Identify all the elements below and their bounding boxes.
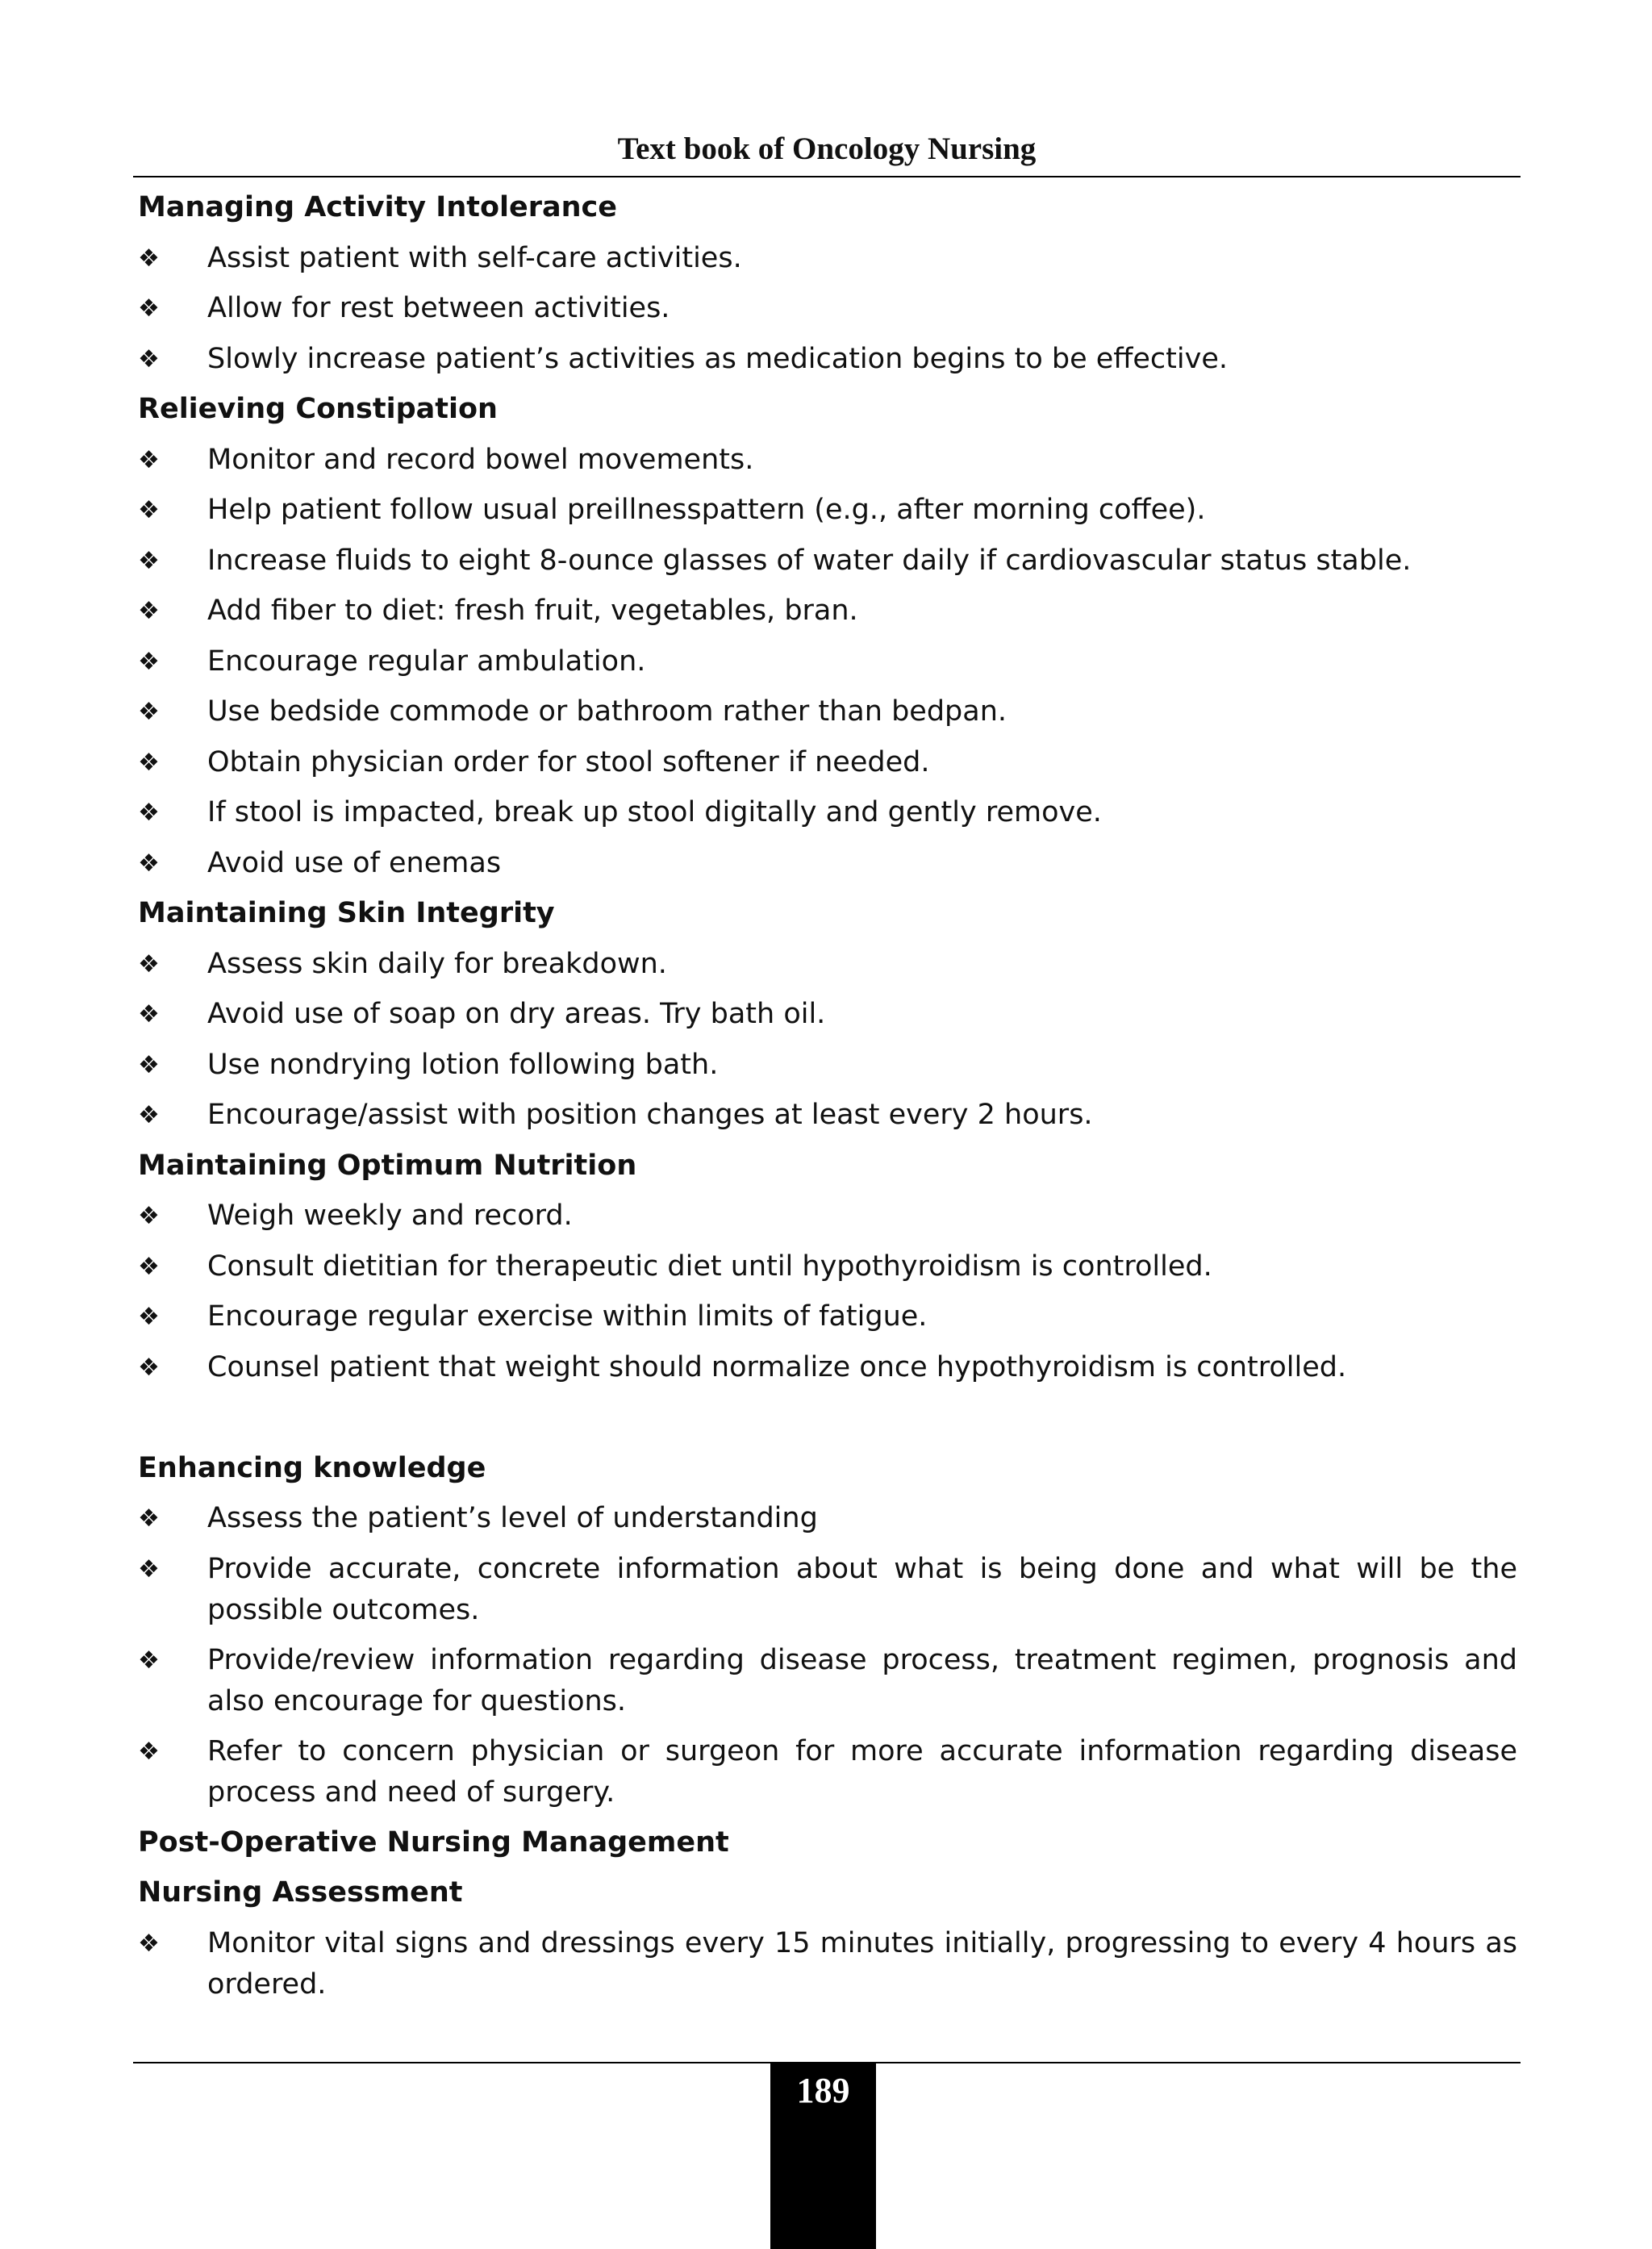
list-item-text: Assess the patient’s level of understanding (207, 1502, 818, 1534)
list-item (138, 334, 1517, 385)
diamond-bullet-icon: ❖ (138, 849, 160, 878)
diamond-bullet-icon: ❖ (138, 344, 160, 373)
list-item-text: Increase fluids to eight 8-ounce glasses of water daily if cardiovascular status stable. (207, 544, 1412, 577)
section-post-operative-management (138, 1817, 1517, 1868)
diamond-bullet-icon: ❖ (138, 1303, 160, 1331)
diamond-bullet-icon: ❖ (138, 1737, 160, 1766)
list-item-text: Encourage regular ambulation. (207, 645, 646, 678)
list-item (138, 1241, 1517, 1292)
diamond-bullet-icon: ❖ (138, 1353, 160, 1382)
diamond-bullet-icon: ❖ (138, 1050, 160, 1079)
list-item (138, 1342, 1517, 1393)
list-item-text: Help patient follow usual preillnesspattern (e.g., after morning coffee). (207, 494, 1206, 526)
list-item-text: Use bedside commode or bathroom rather than bedpan. (207, 695, 1007, 728)
diamond-bullet-icon: ❖ (138, 1504, 160, 1533)
list-item (138, 1191, 1517, 1241)
diamond-bullet-icon: ❖ (138, 294, 160, 323)
list-item-text: Provide/review information regarding disease process, treatment regimen, prognosis and also encourage for questions. (207, 1643, 1517, 1717)
section-heading: Managing Activity Intolerance (138, 191, 618, 223)
list-item-text: Assist patient with self-care activities. (207, 241, 742, 274)
list-item-text: Provide accurate, concrete information about what is being done and what will be the possible outcomes. (207, 1552, 1517, 1626)
diamond-bullet-icon: ❖ (138, 799, 160, 827)
diamond-bullet-icon: ❖ (138, 1000, 160, 1029)
list-item (138, 686, 1517, 737)
list-item (138, 1635, 1517, 1726)
list-item (138, 233, 1517, 284)
section-nursing-assessment (138, 1867, 1517, 2009)
list-item (138, 586, 1517, 636)
list-item (138, 1726, 1517, 1817)
list-item (138, 283, 1517, 334)
section-heading: Maintaining Skin Integrity (138, 897, 555, 929)
list-item (138, 1493, 1517, 1544)
list-item (138, 939, 1517, 990)
diamond-bullet-icon: ❖ (138, 748, 160, 777)
diamond-bullet-icon: ❖ (138, 698, 160, 726)
diamond-bullet-icon: ❖ (138, 546, 160, 575)
diamond-bullet-icon: ❖ (138, 597, 160, 625)
list-item (138, 1291, 1517, 1342)
list-item-text: Add fiber to diet: fresh fruit, vegetables, bran. (207, 595, 858, 627)
section-heading: Relieving Constipation (138, 393, 498, 425)
diamond-bullet-icon: ❖ (138, 496, 160, 524)
list-item-text: Counsel patient that weight should normalize once hypothyroidism is controlled. (207, 1350, 1347, 1383)
diamond-bullet-icon: ❖ (138, 1202, 160, 1230)
list-item-text: Encourage/assist with position changes at least every 2 hours. (207, 1099, 1093, 1131)
section-heading: Post-Operative Nursing Management (138, 1825, 729, 1859)
list-item-text: Consult dietitian for therapeutic diet until hypothyroidism is controlled. (207, 1250, 1212, 1283)
list-item (138, 1090, 1517, 1141)
page-header-title: Text book of Oncology Nursing (617, 131, 1037, 166)
diamond-bullet-icon: ❖ (138, 1252, 160, 1281)
section-relieving-constipation (138, 384, 1517, 888)
list-item (138, 737, 1517, 788)
list-item-text: Slowly increase patient’s activities as medication begins to be effective. (207, 342, 1228, 375)
diamond-bullet-icon: ❖ (138, 1554, 160, 1583)
list-item (138, 838, 1517, 889)
page-content (138, 182, 1517, 2009)
section-skin-integrity (138, 888, 1517, 1141)
section-activity-intolerance (138, 182, 1517, 384)
list-item (138, 536, 1517, 586)
list-item (138, 989, 1517, 1040)
section-optimum-nutrition (138, 1141, 1517, 1393)
list-item (138, 485, 1517, 536)
diamond-bullet-icon: ❖ (138, 1646, 160, 1675)
diamond-bullet-icon: ❖ (138, 647, 160, 676)
list-item-text: If stool is impacted, break up stool digitally and gently remove. (207, 796, 1102, 828)
diamond-bullet-icon: ❖ (138, 1101, 160, 1129)
list-item (138, 1918, 1517, 2009)
list-item-text: Monitor vital signs and dressings every 15 minutes initially, progressing to every 4 hours as ordered. (207, 1926, 1517, 2001)
list-item-text: Avoid use of soap on dry areas. Try bath oil. (207, 998, 826, 1030)
list-item-text: Avoid use of enemas (207, 846, 502, 879)
section-heading: Enhancing knowledge (138, 1451, 486, 1484)
section-heading: Maintaining Optimum Nutrition (138, 1149, 637, 1182)
list-item-text: Assess skin daily for breakdown. (207, 947, 667, 980)
header-rule (133, 176, 1521, 177)
list-item (138, 787, 1517, 838)
list-item (138, 435, 1517, 486)
list-item-text: Obtain physician order for stool softener if needed. (207, 745, 930, 778)
list-item (138, 1040, 1517, 1091)
list-item-text: Use nondrying lotion following bath. (207, 1048, 719, 1081)
list-item (138, 636, 1517, 687)
list-item-text: Refer to concern physician or surgeon for more accurate information regarding disease process and need of surgery. (207, 1734, 1517, 1809)
list-item-text: Encourage regular exercise within limits of fatigue. (207, 1300, 928, 1333)
diamond-bullet-icon: ❖ (138, 949, 160, 978)
section-heading: Nursing Assessment (138, 1876, 463, 1909)
list-item-text: Allow for rest between activities. (207, 292, 670, 324)
diamond-bullet-icon: ❖ (138, 445, 160, 474)
section-enhancing-knowledge (138, 1443, 1517, 1817)
diamond-bullet-icon: ❖ (138, 1929, 160, 1958)
diamond-bullet-icon: ❖ (138, 244, 160, 273)
list-item (138, 1544, 1517, 1635)
list-item-text: Weigh weekly and record. (207, 1200, 573, 1232)
page-number: 189 (796, 2071, 850, 2110)
list-item-text: Monitor and record bowel movements. (207, 443, 754, 476)
